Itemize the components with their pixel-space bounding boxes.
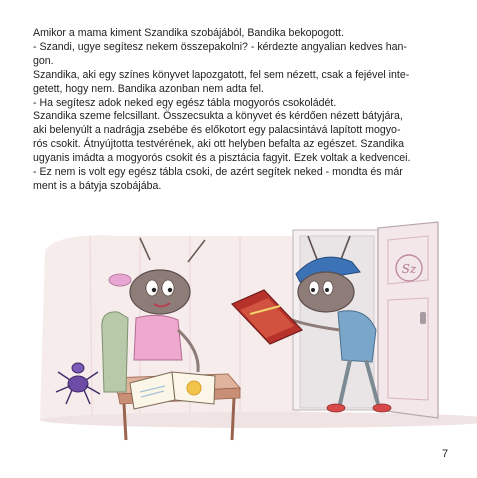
story-line: Amikor a mama kiment Szandika szobájából, Bandika bekopogott. (33, 27, 344, 39)
door-handle (420, 312, 426, 324)
story-line: Szandika szeme felcsillant. Összecsukta a könyvet és kérdően nézett bátyjára, (33, 110, 403, 123)
story-line: Szandika, aki egy színes könyvet lapozgatott, fel sem nézett, csak a fejével inte- (33, 68, 410, 81)
door-monogram: Sz (401, 262, 417, 276)
story-line: aki belenyúlt a nadrágja zsebébe és előkotort egy palacsintává lapított mogyo- (33, 124, 401, 137)
chair (102, 312, 128, 392)
page-number: 7 (442, 448, 449, 460)
story-line: ugyanis imádta a mogyorós csokit és a pisztácia fagyit. Ezek voltak a kedvencei. (33, 152, 411, 165)
pink-dress (134, 315, 182, 360)
story-line: ment is a bátyja szobájába. (33, 179, 162, 192)
hair-bow (109, 274, 131, 286)
story-line: rós csokit. Átnyújtotta testvérének, aki ott helyben befalta az egészet. Szandika (33, 138, 404, 151)
story-line: - Ez nem is volt egy egész tábla csoki, de azért segítek neked - mondta és már (33, 166, 403, 179)
story-text (33, 27, 453, 194)
story-line: - Ha segítesz adok neked egy egész tábla mogyorós csokoládét. (33, 96, 337, 109)
story-line: - Szandi, ugye segítesz nekem összepakolni? - kérdezte angyalian kedves han- (33, 40, 407, 53)
story-line: getett, hogy nem. Bandika azonban nem adta fel. (33, 82, 264, 95)
story-illustration (0, 212, 477, 442)
story-line: gon. (33, 54, 54, 67)
sun-drawing (187, 381, 201, 395)
